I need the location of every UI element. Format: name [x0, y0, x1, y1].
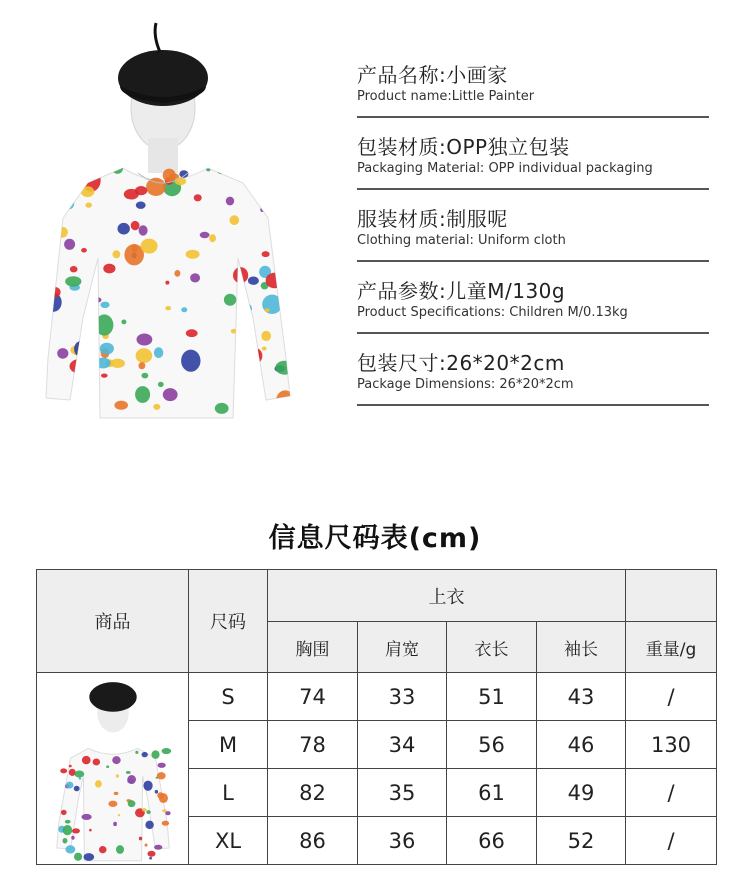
cell-length: 51	[447, 673, 537, 721]
cell-weight: /	[626, 817, 717, 865]
size-chart-title: 信息尺码表(cm)	[268, 523, 482, 554]
cell-weight: /	[626, 673, 717, 721]
cell-shoulder: 33	[358, 673, 447, 721]
spec-label-en: Product name:Little Painter	[357, 89, 535, 104]
spec-item-specification	[357, 274, 709, 334]
cell-chest: 78	[268, 721, 358, 769]
cell-length: 66	[447, 817, 537, 865]
spec-label-en: Packaging Material: OPP individual packaging	[357, 161, 653, 176]
spec-item-packaging	[357, 130, 709, 190]
header-blank	[626, 570, 717, 622]
spec-label-cn: 产品参数:儿童M/130g	[357, 279, 566, 303]
header-top-group: 上衣	[268, 570, 626, 622]
cell-shoulder: 34	[358, 721, 447, 769]
cell-weight: 130	[626, 721, 717, 769]
cell-shoulder: 35	[358, 769, 447, 817]
spec-list	[357, 58, 709, 418]
cell-sleeve: 52	[537, 817, 626, 865]
header-weight: 重量/g	[626, 622, 717, 673]
spec-label-en: Clothing material: Uniform cloth	[357, 233, 566, 248]
spec-label-cn: 包装材质:OPP独立包装	[357, 135, 570, 159]
cell-length: 56	[447, 721, 537, 769]
spec-label-en: Package Dimensions: 26*20*2cm	[357, 377, 574, 392]
cell-chest: 82	[268, 769, 358, 817]
header-shoulder: 肩宽	[358, 622, 447, 673]
spec-item-name	[357, 58, 709, 118]
cell-sleeve: 46	[537, 721, 626, 769]
cell-size: S	[189, 673, 268, 721]
mannequin-painter-costume	[28, 18, 298, 428]
spec-label-cn: 包装尺寸:26*20*2cm	[357, 351, 565, 375]
header-size: 尺码	[189, 570, 268, 673]
cell-size: XL	[189, 817, 268, 865]
size-table	[36, 569, 717, 865]
header-sleeve: 袖长	[537, 622, 626, 673]
spec-label-cn: 服装材质:制服呢	[357, 207, 508, 231]
cell-shoulder: 36	[358, 817, 447, 865]
cell-chest: 74	[268, 673, 358, 721]
header-chest: 胸围	[268, 622, 358, 673]
cell-sleeve: 49	[537, 769, 626, 817]
spec-label-cn: 产品名称:小画家	[357, 63, 508, 87]
cell-length: 61	[447, 769, 537, 817]
table-row	[37, 673, 717, 721]
table-header-row	[37, 570, 717, 622]
spec-item-material	[357, 202, 709, 262]
product-image	[28, 18, 298, 428]
header-product: 商品	[37, 570, 189, 673]
cell-weight: /	[626, 769, 717, 817]
product-thumbnail-cell	[37, 673, 189, 865]
spec-label-en: Product Specifications: Children M/0.13kg	[357, 305, 628, 320]
cell-chest: 86	[268, 817, 358, 865]
cell-size: M	[189, 721, 268, 769]
cell-sleeve: 43	[537, 673, 626, 721]
cell-size: L	[189, 769, 268, 817]
spec-item-dimensions	[357, 346, 709, 406]
product-thumbnail	[39, 674, 187, 864]
header-length: 衣长	[447, 622, 537, 673]
